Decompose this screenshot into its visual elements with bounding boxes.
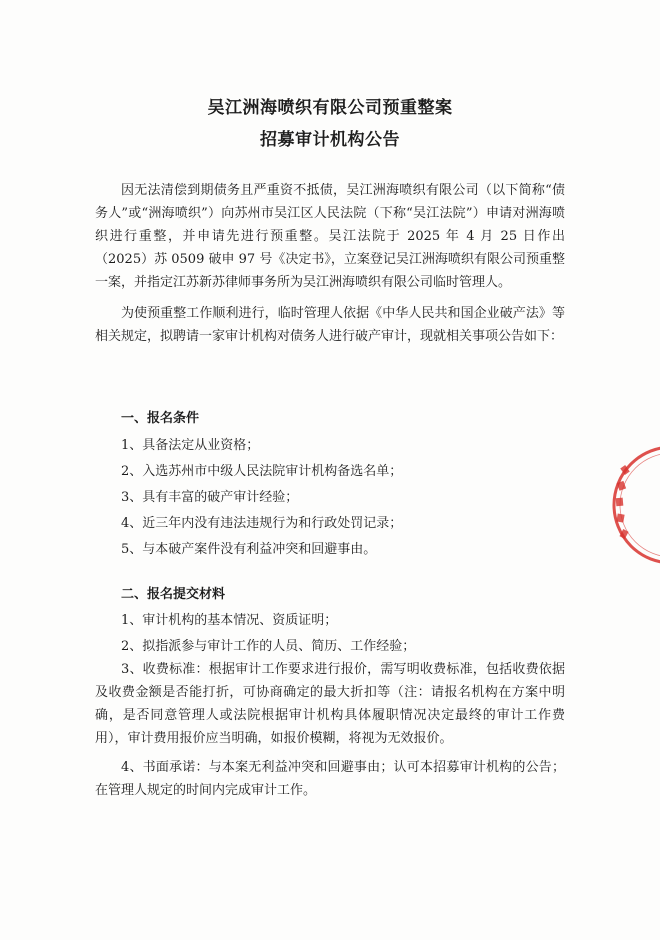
condition-item: 3、具有丰富的破产审计经验； xyxy=(121,490,299,505)
intro-paragraph: 因无法清偿到期债务且严重资不抵债，吴江洲海喷织有限公司（以下简称“债务人”或“洲海喷织”）向苏州市吴江区人民法院（下称“吴江法院”）申请对洲海喷织进行重整，并申请先进行预重整。吴江法院于 2025 年 4 月 25 日作出（2025）苏 0509 破申 97 号《决定书》，立案登记吴江洲海喷织有限公司预重整一案，并指定江苏新苏律师事务所为吴江洲海喷织有限公司临时管理人。 xyxy=(95,183,565,290)
document-title-line-2: 招募审计机构公告 xyxy=(260,130,400,150)
official-seal-stamp xyxy=(610,440,660,570)
section-heading-submission-materials: 二、报名提交材料 xyxy=(121,587,226,602)
condition-item: 4、近三年内没有违法违规行为和行政处罚记录； xyxy=(121,516,403,531)
condition-item: 5、与本破产案件没有利益冲突和回避事由。 xyxy=(121,542,377,557)
material-item: 1、审计机构的基本情况、资质证明； xyxy=(121,613,338,628)
material-item-written-commitment: 4、书面承诺：与本案无利益冲突和回避事由；认可本招募审计机构的公告；在管理人规定的时间内完成审计工作。 xyxy=(95,760,565,798)
condition-item: 1、具备法定从业资格； xyxy=(121,438,260,453)
condition-item: 2、入选苏州市中级人民法院审计机构备选名单； xyxy=(121,464,403,479)
material-item: 2、拟指派参与审计工作的人员、简历、工作经验； xyxy=(121,639,416,654)
material-item-fee-standard: 3、收费标准：根据审计工作要求进行报价，需写明收费标准，包括收费依据及收费金额是否能打折，可协商确定的最大折扣等（注：请报名机构在方案中明确，是否同意管理人或法院根据审计机构具体履职情况决定最终的审计工作费用），审计费用报价应当明确，如报价模糊，将视为无效报价。 xyxy=(95,662,565,746)
section-heading-registration-conditions: 一、报名条件 xyxy=(121,411,200,426)
document-title-line-1: 吴江洲海喷织有限公司预重整案 xyxy=(207,98,453,118)
purpose-paragraph: 为使预重整工作顺利进行，临时管理人依据《中华人民共和国企业破产法》等相关规定，拟聘请一家审计机构对债务人进行破产审计，现就相关事项公告如下： xyxy=(95,306,565,344)
